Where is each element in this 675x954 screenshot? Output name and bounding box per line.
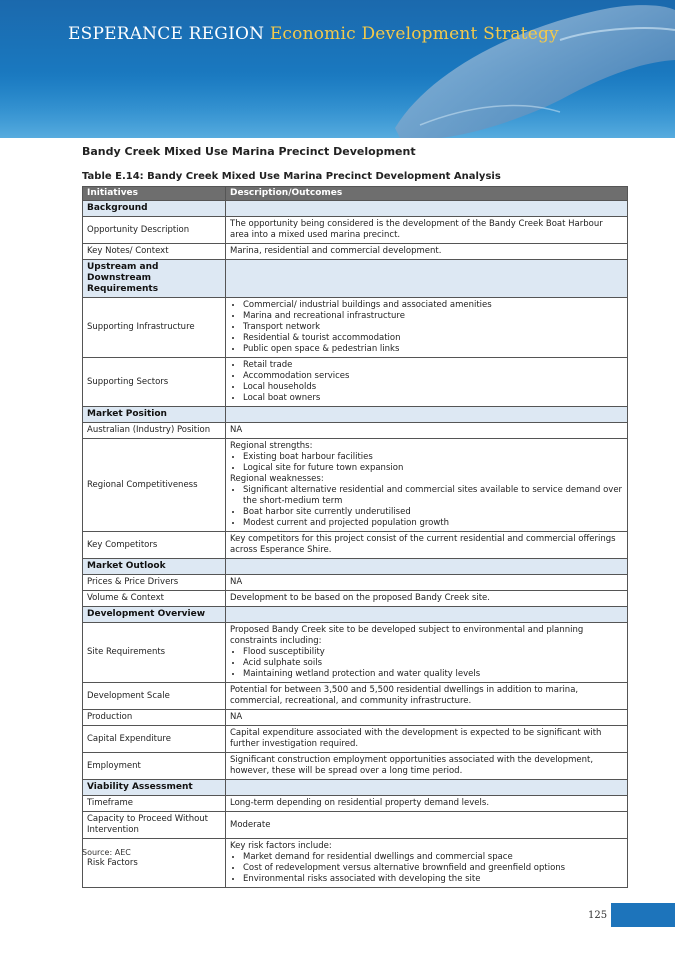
initiative-label: Key Competitors bbox=[83, 532, 226, 559]
description-cell bbox=[226, 839, 628, 888]
table-caption: Table E.14: Bandy Creek Mixed Use Marina Precinct Development Analysis bbox=[82, 171, 501, 182]
initiative-label: Australian (Industry) Position bbox=[83, 423, 226, 439]
table-row bbox=[83, 683, 628, 710]
bullet-item: • Maintaining wetland protection and water quality levels bbox=[243, 669, 623, 680]
bullet-item: • Cost of redevelopment versus alternative brownfield and greenfield options bbox=[243, 863, 623, 874]
table-row bbox=[83, 753, 628, 780]
initiative-label: Supporting Sectors bbox=[83, 358, 226, 407]
description-text: Regional weaknesses: bbox=[230, 474, 324, 484]
bullet-item: • Environmental risks associated with developing the site bbox=[243, 874, 623, 885]
section-empty-cell bbox=[226, 201, 628, 217]
bullet-item: • Accommodation services bbox=[243, 371, 623, 382]
description-text: NA bbox=[230, 577, 243, 587]
description-cell bbox=[226, 753, 628, 780]
initiative-label: Supporting Infrastructure bbox=[83, 298, 226, 358]
column-header-initiatives: Initiatives bbox=[83, 187, 226, 201]
section-label: Market Position bbox=[83, 407, 226, 423]
initiative-label: Volume & Context bbox=[83, 591, 226, 607]
description-text: Key competitors for this project consist of the current residential and commercial offerings across Esperance Shire. bbox=[230, 534, 616, 555]
description-cell bbox=[226, 244, 628, 260]
initiative-label: Capital Expenditure bbox=[83, 726, 226, 753]
header-strategy: Economic Development Strategy bbox=[269, 24, 559, 44]
bullet-item: • Public open space & pedestrian links bbox=[243, 344, 623, 355]
initiative-label: Capacity to Proceed Without Intervention bbox=[83, 812, 226, 839]
initiative-label: Prices & Price Drivers bbox=[83, 575, 226, 591]
section-label: Market Outlook bbox=[83, 559, 226, 575]
description-cell bbox=[226, 812, 628, 839]
section-label: Viability Assessment bbox=[83, 780, 226, 796]
bullet-item: • Transport network bbox=[243, 322, 623, 333]
section-row bbox=[83, 407, 628, 423]
document-header-title bbox=[68, 24, 559, 44]
table-row bbox=[83, 839, 628, 888]
initiative-label: Timeframe bbox=[83, 796, 226, 812]
description-text: Long-term depending on residential property demand levels. bbox=[230, 798, 490, 808]
section-row bbox=[83, 559, 628, 575]
table-row bbox=[83, 244, 628, 260]
table-row bbox=[83, 812, 628, 839]
description-text: Capital expenditure associated with the development is expected to be significant with further investigation required. bbox=[230, 728, 602, 749]
bullet-list bbox=[230, 452, 623, 474]
table-header-row bbox=[83, 187, 628, 201]
bullet-item: • Boat harbor site currently underutilised bbox=[243, 507, 623, 518]
description-cell bbox=[226, 796, 628, 812]
section-row bbox=[83, 260, 628, 298]
section-empty-cell bbox=[226, 260, 628, 298]
analysis-table bbox=[82, 186, 628, 888]
table-row bbox=[83, 726, 628, 753]
section-row bbox=[83, 607, 628, 623]
description-text: Proposed Bandy Creek site to be developed subject to environmental and planning constraints including: bbox=[230, 625, 584, 646]
initiative-label: Key Notes/ Context bbox=[83, 244, 226, 260]
description-text: The opportunity being considered is the development of the Bandy Creek Boat Harbour area into a mixed used marina precinct. bbox=[230, 219, 603, 240]
section-label: Development Overview bbox=[83, 607, 226, 623]
dolphin-illustration bbox=[0, 0, 675, 138]
table-row bbox=[83, 623, 628, 683]
section-label: Upstream and Downstream Requirements bbox=[83, 260, 226, 298]
initiative-label: Regional Competitiveness bbox=[83, 439, 226, 532]
bullet-item: • Local boat owners bbox=[243, 393, 623, 404]
description-cell bbox=[226, 439, 628, 532]
description-cell bbox=[226, 217, 628, 244]
bullet-list bbox=[230, 300, 623, 355]
description-cell bbox=[226, 575, 628, 591]
section-title: Bandy Creek Mixed Use Marina Precinct Development bbox=[82, 145, 416, 158]
bullet-item: • Significant alternative residential and commercial sites available to service demand over the short-medium term bbox=[243, 485, 623, 507]
initiative-label: Production bbox=[83, 710, 226, 726]
page-tab-decoration bbox=[611, 903, 675, 927]
table-body bbox=[83, 201, 628, 888]
description-cell bbox=[226, 591, 628, 607]
initiative-label: Risk Factors bbox=[83, 839, 226, 888]
bullet-list bbox=[230, 360, 623, 404]
description-cell bbox=[226, 423, 628, 439]
section-empty-cell bbox=[226, 607, 628, 623]
description-text: Key risk factors include: bbox=[230, 841, 332, 851]
table-row bbox=[83, 358, 628, 407]
section-row bbox=[83, 201, 628, 217]
initiative-label: Development Scale bbox=[83, 683, 226, 710]
description-text: Potential for between 3,500 and 5,500 residential dwellings in addition to marina, commercial, recreational, and community infrastructure. bbox=[230, 685, 579, 706]
table-row bbox=[83, 591, 628, 607]
bullet-item: • Flood susceptibility bbox=[243, 647, 623, 658]
bullet-list bbox=[230, 852, 623, 885]
section-empty-cell bbox=[226, 407, 628, 423]
source-note: Source: AEC bbox=[82, 848, 131, 857]
table-row bbox=[83, 796, 628, 812]
bullet-item: • Modest current and projected population growth bbox=[243, 518, 623, 529]
initiative-label: Employment bbox=[83, 753, 226, 780]
column-header-description: Description/Outcomes bbox=[226, 187, 628, 201]
description-cell bbox=[226, 710, 628, 726]
bullet-item: • Retail trade bbox=[243, 360, 623, 371]
bullet-item: • Existing boat harbour facilities bbox=[243, 452, 623, 463]
bullet-item: • Local households bbox=[243, 382, 623, 393]
description-text: Marina, residential and commercial development. bbox=[230, 246, 442, 256]
bullet-item: • Marina and recreational infrastructure bbox=[243, 311, 623, 322]
description-cell bbox=[226, 358, 628, 407]
description-cell bbox=[226, 683, 628, 710]
page-number: 125 bbox=[588, 910, 608, 921]
description-cell bbox=[226, 623, 628, 683]
description-text: Regional strengths: bbox=[230, 441, 313, 451]
description-text: NA bbox=[230, 712, 243, 722]
table-row bbox=[83, 532, 628, 559]
description-cell bbox=[226, 532, 628, 559]
section-label: Background bbox=[83, 201, 226, 217]
description-text: Significant construction employment opportunities associated with the development, however, these will be spread over a long time period. bbox=[230, 755, 594, 776]
bullet-item: • Logical site for future town expansion bbox=[243, 463, 623, 474]
bullet-item: • Acid sulphate soils bbox=[243, 658, 623, 669]
table-row bbox=[83, 710, 628, 726]
bullet-item: • Commercial/ industrial buildings and associated amenities bbox=[243, 300, 623, 311]
description-cell bbox=[226, 726, 628, 753]
initiative-label: Opportunity Description bbox=[83, 217, 226, 244]
bullet-item: • Residential & tourist accommodation bbox=[243, 333, 623, 344]
bullet-list bbox=[230, 647, 623, 680]
section-empty-cell bbox=[226, 559, 628, 575]
header-banner bbox=[0, 0, 675, 138]
table-row bbox=[83, 217, 628, 244]
table-row bbox=[83, 298, 628, 358]
section-empty-cell bbox=[226, 780, 628, 796]
bullet-item: • Market demand for residential dwellings and commercial space bbox=[243, 852, 623, 863]
header-region: ESPERANCE REGION bbox=[68, 24, 265, 44]
description-text: Development to be based on the proposed Bandy Creek site. bbox=[230, 593, 490, 603]
table-row bbox=[83, 423, 628, 439]
description-text: Moderate bbox=[230, 819, 271, 830]
table-row bbox=[83, 575, 628, 591]
initiative-label: Site Requirements bbox=[83, 623, 226, 683]
section-row bbox=[83, 780, 628, 796]
description-text: NA bbox=[230, 425, 243, 435]
description-cell bbox=[226, 298, 628, 358]
table-row bbox=[83, 439, 628, 532]
bullet-list bbox=[230, 485, 623, 529]
